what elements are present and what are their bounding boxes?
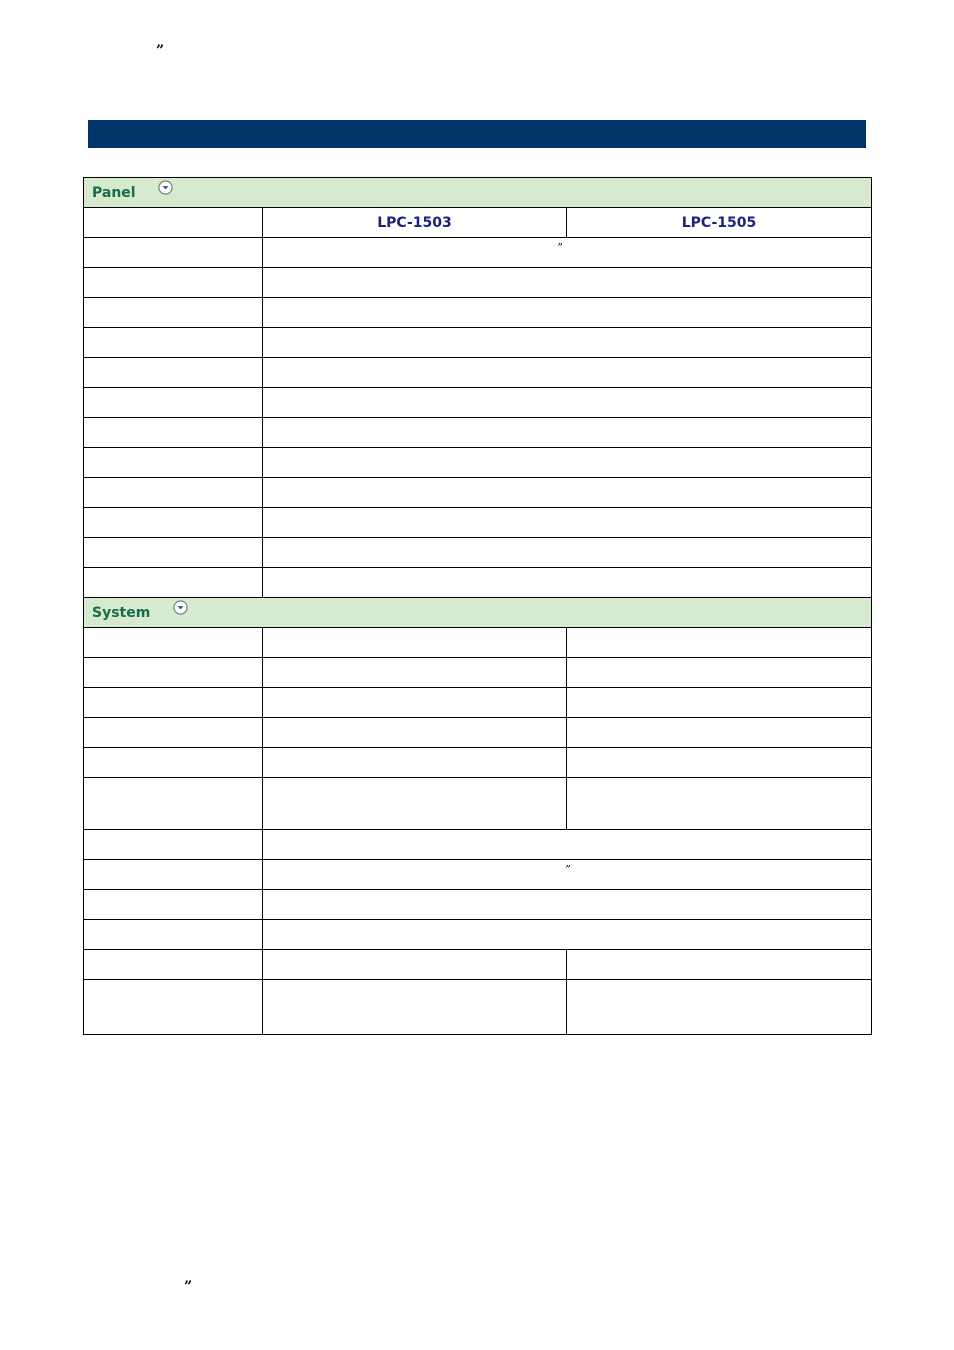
table-row xyxy=(84,388,872,418)
table-cell xyxy=(84,448,263,478)
table-cell xyxy=(84,860,263,890)
table-row xyxy=(84,268,872,298)
table-cell xyxy=(567,748,872,778)
table-row xyxy=(84,238,872,268)
top-quote-mark: ” xyxy=(156,43,165,59)
quote-mark: ” xyxy=(565,862,571,876)
table-row xyxy=(84,950,872,980)
table-cell xyxy=(567,628,872,658)
table-cell xyxy=(263,718,567,748)
panel-section-row xyxy=(84,178,872,208)
table-cell xyxy=(263,388,872,418)
table-row xyxy=(84,688,872,718)
table-row xyxy=(84,448,872,478)
table-cell xyxy=(84,388,263,418)
table-cell xyxy=(263,628,567,658)
table-cell xyxy=(84,920,263,950)
table-cell xyxy=(567,980,872,1035)
table-row xyxy=(84,658,872,688)
table-row xyxy=(84,298,872,328)
model-name-lpc-1505: LPC-1505 xyxy=(567,208,872,238)
model-header-row xyxy=(84,208,872,238)
table-cell xyxy=(263,538,872,568)
table-cell xyxy=(84,538,263,568)
table-cell xyxy=(263,268,872,298)
table-row xyxy=(84,358,872,388)
table-cell xyxy=(84,358,263,388)
table-row xyxy=(84,980,872,1035)
table-cell xyxy=(263,298,872,328)
table-cell xyxy=(84,508,263,538)
table-cell xyxy=(263,358,872,388)
table-cell xyxy=(84,778,263,830)
table-cell xyxy=(263,778,567,830)
quote-mark: ” xyxy=(557,240,563,254)
table-cell xyxy=(263,658,567,688)
table-row xyxy=(84,830,872,860)
table-row xyxy=(84,920,872,950)
section-header-panel[interactable] xyxy=(84,178,872,208)
table-cell xyxy=(84,980,263,1035)
table-cell xyxy=(263,328,872,358)
table-cell xyxy=(84,298,263,328)
table-cell xyxy=(84,890,263,920)
table-row xyxy=(84,538,872,568)
table-row xyxy=(84,628,872,658)
table-cell xyxy=(567,950,872,980)
table-cell xyxy=(567,658,872,688)
table-cell xyxy=(263,688,567,718)
table-cell xyxy=(84,238,263,268)
table-cell xyxy=(84,688,263,718)
table-cell xyxy=(263,418,872,448)
bottom-quote-mark: ” xyxy=(184,1279,193,1295)
chevron-down-circle-icon[interactable] xyxy=(158,180,173,199)
table-cell xyxy=(84,328,263,358)
chevron-down-circle-icon[interactable] xyxy=(173,600,188,619)
table-cell xyxy=(84,478,263,508)
table-cell xyxy=(263,508,872,538)
table-cell xyxy=(263,478,872,508)
table-cell xyxy=(263,568,872,598)
table-cell xyxy=(84,418,263,448)
section-label: System xyxy=(92,604,151,621)
table-cell xyxy=(84,268,263,298)
table-cell xyxy=(567,718,872,748)
table-cell xyxy=(263,830,872,860)
table-row xyxy=(84,508,872,538)
table-cell xyxy=(84,628,263,658)
table-cell xyxy=(84,950,263,980)
table-cell xyxy=(84,568,263,598)
model-name-lpc-1503: LPC-1503 xyxy=(263,208,567,238)
table-row xyxy=(84,478,872,508)
table-cell xyxy=(84,208,263,238)
table-cell xyxy=(567,778,872,830)
table-cell xyxy=(263,860,872,890)
table-row xyxy=(84,890,872,920)
table-cell xyxy=(263,920,872,950)
table-row xyxy=(84,328,872,358)
table-row xyxy=(84,718,872,748)
system-section-row xyxy=(84,598,872,628)
table-row xyxy=(84,418,872,448)
table-row xyxy=(84,778,872,830)
table-cell xyxy=(567,688,872,718)
table-row xyxy=(84,748,872,778)
header-banner xyxy=(88,120,866,148)
table-cell xyxy=(263,950,567,980)
table-cell xyxy=(84,830,263,860)
table-cell xyxy=(84,658,263,688)
spec-table xyxy=(83,177,872,1035)
table-cell xyxy=(263,238,872,268)
table-row xyxy=(84,568,872,598)
table-cell xyxy=(84,748,263,778)
table-cell xyxy=(84,718,263,748)
table-cell xyxy=(263,748,567,778)
table-cell xyxy=(263,448,872,478)
table-row xyxy=(84,860,872,890)
table-cell xyxy=(263,890,872,920)
section-header-system[interactable] xyxy=(84,598,872,628)
section-label: Panel xyxy=(92,184,136,201)
table-cell xyxy=(263,980,567,1035)
